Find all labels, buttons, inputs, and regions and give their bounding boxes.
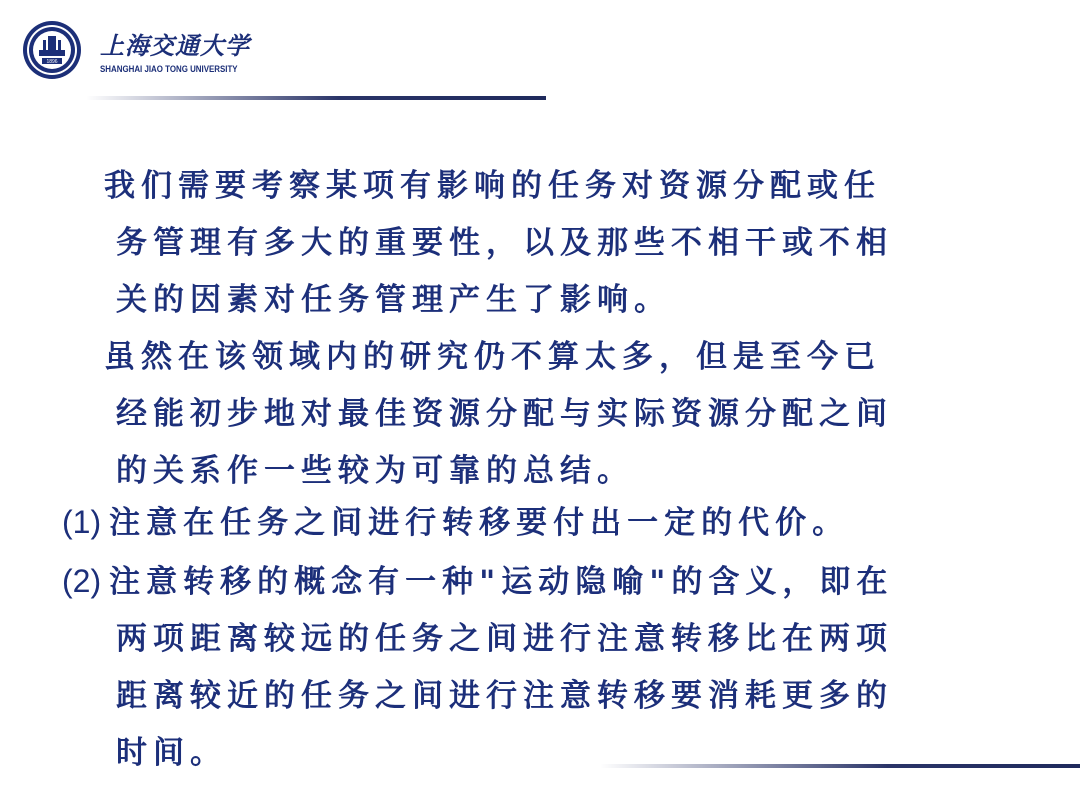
text-line: 时间。 xyxy=(116,735,227,771)
text-line xyxy=(62,553,893,611)
university-name-cn: 上海交通大学 xyxy=(100,31,250,60)
text-line: 虽然在该领域内的研究仍不算太多，但是至今已 xyxy=(104,339,881,375)
text-line: 我们需要考察某项有影响的任务对资源分配或任 xyxy=(104,168,881,204)
list-number: (1) xyxy=(62,504,102,540)
seal-year: 1896 xyxy=(46,59,58,65)
list-item-text: 注意转移的概念有一种"运动隐喻"的含义，即在 xyxy=(109,564,894,600)
text-line xyxy=(62,494,849,552)
list-item-text: 注意在任务之间进行转移要付出一定的代价。 xyxy=(109,505,850,541)
paragraph-research-summary xyxy=(104,329,893,500)
list-number: (2) xyxy=(62,563,102,599)
footer-divider xyxy=(600,764,1080,768)
text-line: 距离较近的任务之间进行注意转移要消耗更多的 xyxy=(116,678,893,714)
text-line: 务管理有多大的重要性，以及那些不相干或不相 xyxy=(116,225,893,261)
paragraph-task-importance xyxy=(104,158,893,329)
text-line: 的关系作一些较为可靠的总结。 xyxy=(116,453,634,489)
list-item-1 xyxy=(62,494,849,552)
university-name-en: SHANGHAI JIAO TONG UNIVERSITY xyxy=(100,64,238,74)
list-item-2 xyxy=(62,553,893,782)
text-line: 两项距离较远的任务之间进行注意转移比在两项 xyxy=(116,621,893,657)
text-line: 经能初步地对最佳资源分配与实际资源分配之间 xyxy=(116,396,893,432)
text-line: 关的因素对任务管理产生了影响。 xyxy=(116,282,671,318)
